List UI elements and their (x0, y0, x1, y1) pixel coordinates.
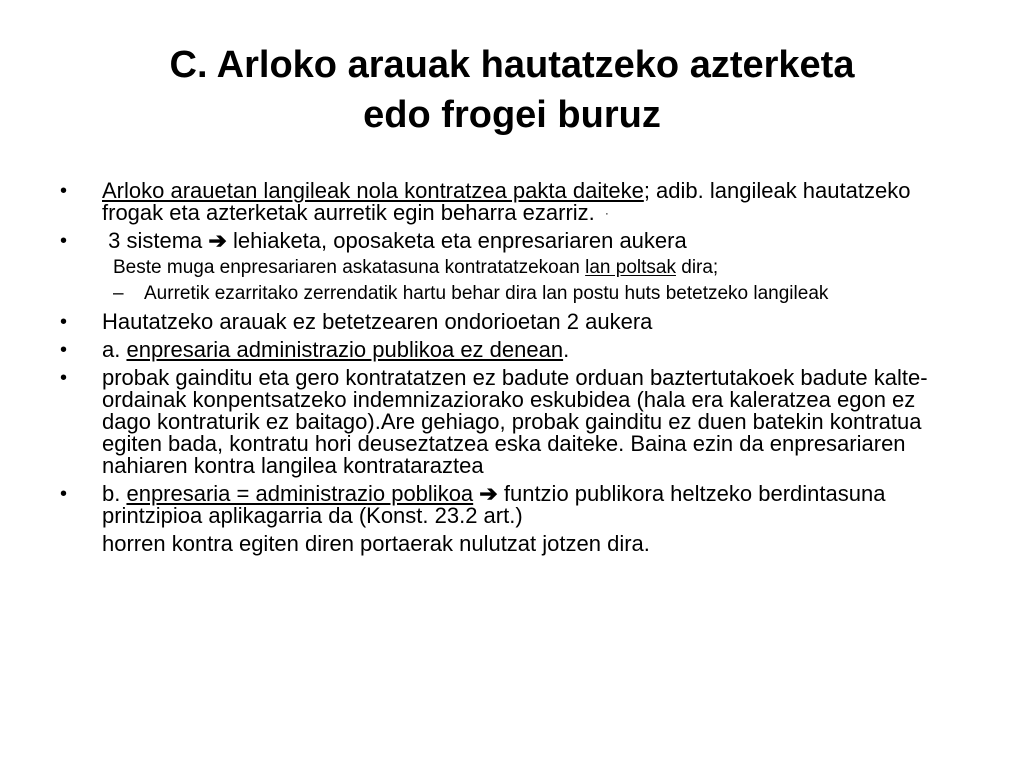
bullet-2-text-before: 3 sistema (108, 228, 203, 253)
sub-1-text-after: dira; (675, 257, 719, 278)
bullet-item-6 (0, 483, 1024, 527)
arrow-right-icon: ➔ (208, 228, 227, 253)
sub-item-2 (0, 284, 1024, 303)
bullet-item-1 (0, 180, 1024, 224)
bullet-6-text-before: b. (102, 481, 127, 506)
bullet-marker: • (60, 339, 68, 361)
bullet-3-text: Hautatzeko arauak ez betetzearen ondorioetan 2 aukera (102, 309, 653, 334)
slide-title-line-2: edo frogei buruz (363, 94, 661, 136)
bullet-2-text-after: lehiaketa, oposaketa eta enpresariaren aukera (232, 228, 687, 253)
bullet-marker: • (60, 483, 68, 505)
arrow-right-icon: ➔ (479, 481, 498, 506)
bullet-5-text: probak gainditu eta gero kontratatzen ez badute orduan baztertutakoek badute kalte-ordainak konpentsatzeko indemnizaziorako eskubidea (hala era kaleratzea egon ez dago kontraturik ez baitago).Are gehiago, probak gainditu ez duen batekin kontratua egiten bada, kontratu hori deuseztatzea eska daiteke. Baina ezin da enpresariaren nahiaren kontra langilea kontrataraztea (102, 365, 928, 478)
slide-title-line-1: C. Arloko arauak hautatzeko azterketa (169, 44, 855, 86)
sub-item-1 (0, 258, 1024, 278)
bullet-6-underlined-text: enpresaria = administrazio poblikoa (126, 481, 474, 506)
sub-1-underlined-text: lan poltsak (585, 257, 676, 278)
bullet-4-underlined-text: enpresaria administrazio publikoa ez denean (126, 337, 564, 362)
bullet-marker: • (60, 180, 68, 202)
dash-marker: – (113, 283, 124, 304)
sub-2-text: Aurretik ezarritako zerrendatik hartu behar dira lan postu huts betetzeko langileak (144, 283, 829, 304)
bullet-item-2 (0, 230, 1024, 252)
stray-dot-mark: · (604, 206, 609, 220)
sub-1-text-before: Beste muga enpresariaren askatasuna kontratatzekoan (113, 257, 586, 278)
slide-title (60, 40, 964, 140)
bullet-item-4 (0, 339, 1024, 361)
bullet-1-underlined-text: Arloko arauetan langileak nola kontratzea pakta daiteke (102, 178, 644, 203)
bullet-6-text-after: funtzio publikora heltzeko berdintasuna printzipioa aplikagarria da (Konst. 23.2 art.) (102, 481, 886, 528)
bullet-marker: • (60, 230, 68, 252)
bullet-item-3 (0, 311, 1024, 333)
bullet-4-text-before: a. (102, 337, 127, 362)
bullet-6-continuation: horren kontra egiten diren portaerak nulutzat jotzen dira. (102, 531, 650, 556)
bullet-marker: • (60, 311, 68, 333)
slide-body (0, 180, 1024, 555)
bullet-1-text: ; adib. langileak hautatzeko frogak eta azterketak aurretik egin beharra ezarriz. (102, 178, 911, 225)
bullet-item-5 (0, 367, 1024, 477)
bullet-marker: • (60, 367, 68, 389)
bullet-4-text-after: . (563, 337, 570, 362)
